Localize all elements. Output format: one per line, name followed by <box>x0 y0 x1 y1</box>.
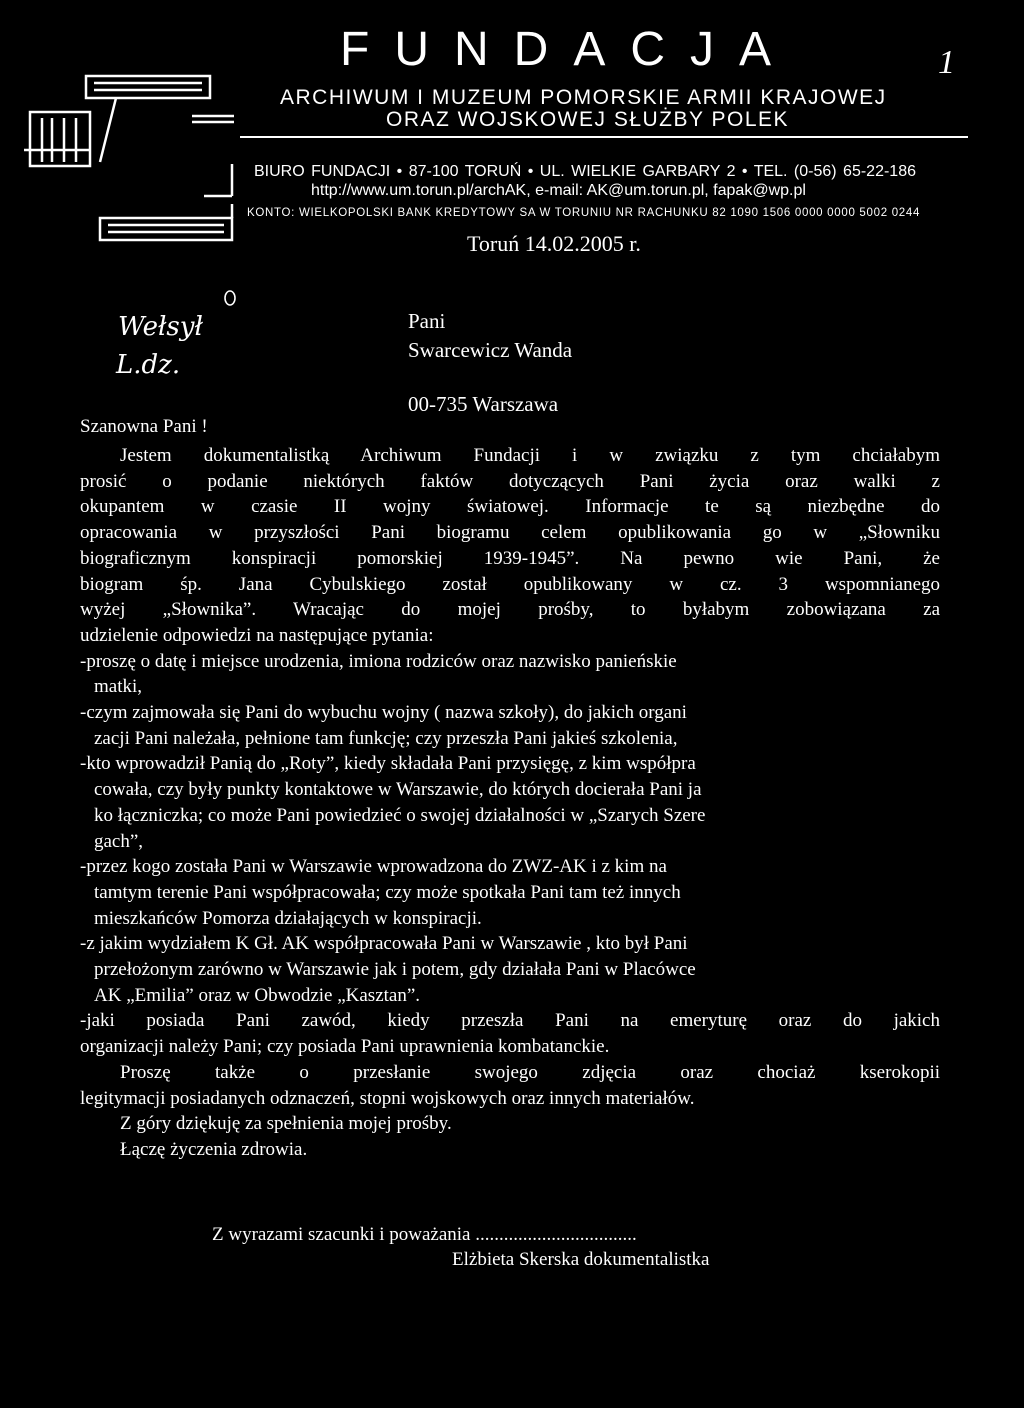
web-contact: http://www.um.torun.pl/archAK, e-mail: AK@um.torun.pl, fapak@wp.pl <box>311 182 806 199</box>
letter-line: Proszę także o przesłanie swojego zdjęcia oraz chociaż kserokopii <box>120 1061 940 1083</box>
recipient-title: Pani <box>408 309 446 333</box>
letter-line: -z jakim wydziałem K Gł. AK współpracowała Pani w Warszawie , kto był Pani <box>80 933 688 955</box>
letter-line: -kto wprowadził Panią do „Roty”, kiedy składała Pani przysięgę, z kim współpra <box>80 753 696 775</box>
foundation-logo-icon <box>24 72 244 252</box>
closing-line: Z wyrazami szacunki i poważania .................................. <box>212 1224 637 1245</box>
letter-line: gach”, <box>94 830 144 852</box>
signature: Elżbieta Skerska dokumentalistka <box>452 1249 710 1270</box>
foundation-subtitle-1: ARCHIWUM I MUZEUM POMORSKIE ARMII KRAJOWEJ <box>280 86 887 109</box>
letter-line: mieszkańców Pomorza działających w konspiracji. <box>94 907 482 929</box>
letter-line: cowała, czy były punkty kontaktowe w Warszawie, do których docierała Pani ja <box>94 779 702 801</box>
handwritten-note-1: Wełsył <box>118 312 203 342</box>
letter-line: -jaki posiada Pani zawód, kiedy przeszła Pani na emeryturę oraz do jakich <box>80 1010 940 1032</box>
letter-line: Jestem dokumentalistką Archiwum Fundacji i w związku z tym chciałabym <box>120 445 940 466</box>
letter-line: -czym zajmowała się Pani do wybuchu wojny ( nazwa szkoły), do jakich organi <box>80 702 687 724</box>
letter-line: Łączę życzenia zdrowia. <box>120 1138 308 1160</box>
letter-line: tamtym terenie Pani współpracowała; czy może spotkała Pani tam też innych <box>94 881 681 903</box>
office-address: BIURO FUNDACJI • 87-100 TORUŃ • UL. WIELKIE GARBARY 2 • TEL. (0-56) 65-22-186 <box>254 163 916 180</box>
letter-line: udzielenie odpowiedzi na następujące pytania: <box>80 624 434 646</box>
recipient-postal: 00-735 Warszawa <box>408 392 559 416</box>
letter-line: wyżej „Słownika”. Wracając do mojej prośby, to byłabym zobowiązana za <box>80 599 940 621</box>
letter-line: legitymacji posiadanych odznaczeń, stopni wojskowych oraz innych materiałów. <box>80 1087 695 1109</box>
corner-mark: 1 <box>938 44 955 81</box>
letter-date: Toruń 14.02.2005 r. <box>467 231 641 256</box>
bank-account: KONTO: WIELKOPOLSKI BANK KREDYTOWY SA W TORUNIU NR RACHUNKU 82 1090 1506 0000 0000 5002 0244 <box>247 207 921 219</box>
letter-line: -proszę o datę i miejsce urodzenia, imiona rodziców oraz nazwisko panieńskie <box>80 650 677 672</box>
letter-line: prosić o podanie niektórych faktów dotyczących Pani życia oraz walki z <box>80 470 940 492</box>
letter-line: Z góry dziękuję za spełnienia mojej prośby. <box>120 1113 452 1135</box>
foundation-subtitle-2: ORAZ WOJSKOWEJ SŁUŻBY POLEK <box>386 108 790 131</box>
letter-line: zacji Pani należała, pełnione tam funkcję; czy przeszła Pani jakieś szkolenia, <box>94 727 678 749</box>
letter-line: opracowania w przyszłości Pani biogramu celem opublikowania go w „Słowniku <box>80 522 940 544</box>
letter-line: AK „Emilia” oraz w Obwodzie „Kasztan”. <box>94 984 421 1006</box>
header-rule <box>240 136 968 138</box>
letter-line: przełożonym zarówno w Warszawie jak i potem, gdy działała Pani w Placówce <box>94 959 696 981</box>
letter-line: biogram śp. Jana Cybulskiego został opublikowany w cz. 3 wspomnianego <box>80 573 940 595</box>
letter-line: organizacji należy Pani; czy posiada Pani uprawnienia kombatanckie. <box>80 1036 610 1058</box>
letter-line: ko łączniczka; co może Pani powiedzieć o swojej działalności w „Szarych Szere <box>94 804 706 826</box>
letter-greeting: Szanowna Pani ! <box>80 416 208 437</box>
letter-line: -przez kogo została Pani w Warszawie wprowadzona do ZWZ-AK i z kim na <box>80 856 667 878</box>
letter-line: matki, <box>94 676 143 698</box>
letter-body <box>80 443 940 1163</box>
handwritten-note-2: L.dz. <box>116 350 181 380</box>
foundation-title: FUNDACJA <box>340 23 797 76</box>
handwritten-circle-icon <box>222 288 238 308</box>
recipient-name: Swarcewicz Wanda <box>408 338 573 362</box>
letter-line: biograficznym konspiracji pomorskiej 1939-1945”. Na pewno wie Pani, że <box>80 547 940 569</box>
letter-line: okupantem w czasie II wojny światowej. Informacje te są niezbędne do <box>80 496 940 518</box>
